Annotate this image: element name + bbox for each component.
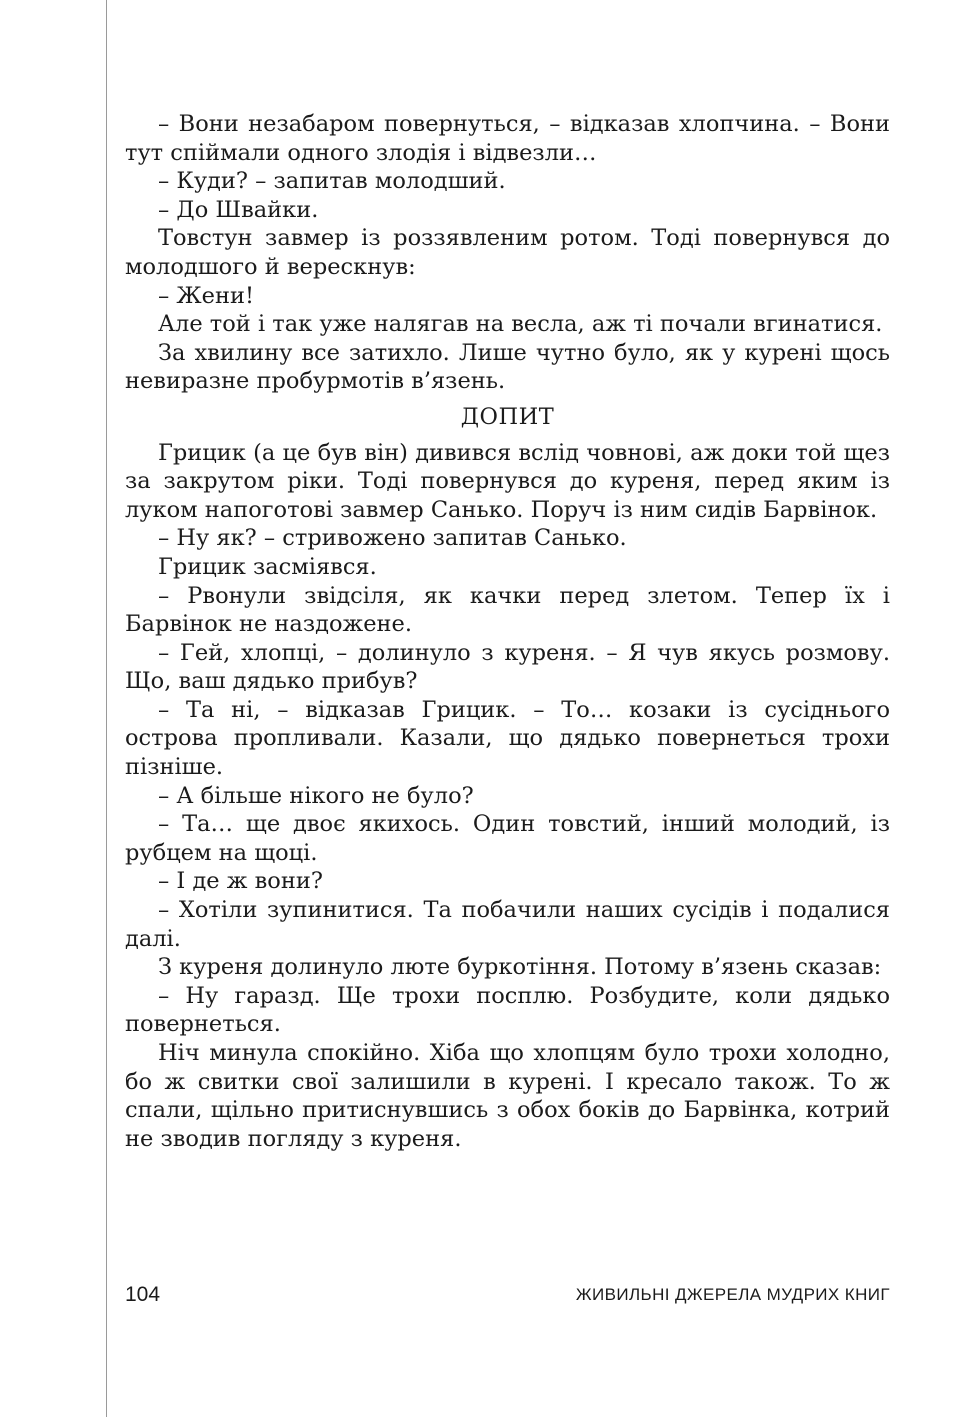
page-number: 104	[125, 1283, 161, 1306]
paragraph: – Ну як? – стривожено запитав Санько.	[158, 525, 627, 552]
page-gutter-line	[106, 0, 107, 1417]
paragraph: – Та ні, – відказав Грицик. – То… козаки із сусіднього острова пропливали. Казали, що дядько повернеться трохи пізніше.	[125, 696, 890, 781]
paragraph: – Куди? – запитав молодший.	[158, 168, 506, 195]
paragraph: – І де ж вони?	[158, 868, 323, 895]
paragraph: – Ну гаразд. Ще трохи посплю. Розбудите, коли дядько повернеться.	[125, 982, 890, 1038]
paragraph: Товстун завмер із роззявленим ротом. Тоді повернувся до молодшого й верескнув:	[125, 225, 890, 280]
paragraph: – До Швайки.	[158, 196, 319, 223]
paragraph: Грицик засміявся.	[158, 553, 377, 580]
paragraph: За хвилину все затихло. Лише чутно було, як у курені щось невиразне пробурмотів в’язень.	[125, 339, 890, 395]
paragraph: – Жени!	[158, 282, 255, 309]
paragraph: З куреня долинуло люте буркотіння. Потому в’язень сказав:	[158, 954, 882, 981]
running-title: ЖИВИЛЬНІ ДЖЕРЕЛА МУДРИХ КНИГ	[575, 1285, 890, 1304]
paragraph: Але той і так уже налягав на весла, аж ті почали вгинатися.	[158, 311, 883, 338]
paragraph: – Вони незабаром повернуться, – відказав хлопчина. – Вони тут спіймали одного злодія і відвезли…	[125, 111, 890, 166]
section-heading: ДОПИТ	[460, 403, 555, 430]
paragraph: Грицик (а це був він) дивився вслід човнові, аж доки той щез за закрутом ріки. Тоді повернувся до куреня, перед яким із луком напоготові завмер Санько. Поруч із ним сидів Барвінок.	[125, 439, 890, 523]
paragraph: – А більше нікого не було?	[158, 782, 474, 809]
paragraph: Ніч минула спокійно. Хіба що хлопцям було трохи холодно, бо ж свитки свої залишили в курені. І кресало також. То ж спали, щільно притиснувшись з обох боків до Барвінка, котрий не зводив погляду з куреня.	[125, 1040, 890, 1152]
paragraph: – Та… ще двоє якихось. Один товстий, інший молодий, із рубцем на щоці.	[125, 811, 890, 866]
paragraph: – Гей, хлопці, – долинуло з куреня. – Я чув якусь розмову. Що, ваш дядько прибув?	[125, 639, 890, 695]
paragraph: – Хотіли зупинитися. Та побачили наших сусідів і подалися далі.	[125, 897, 890, 952]
paragraph: – Рвонули звідсіля, як качки перед злетом. Тепер їх і Барвінок не наздожене.	[125, 582, 890, 638]
page-body	[125, 110, 890, 1153]
